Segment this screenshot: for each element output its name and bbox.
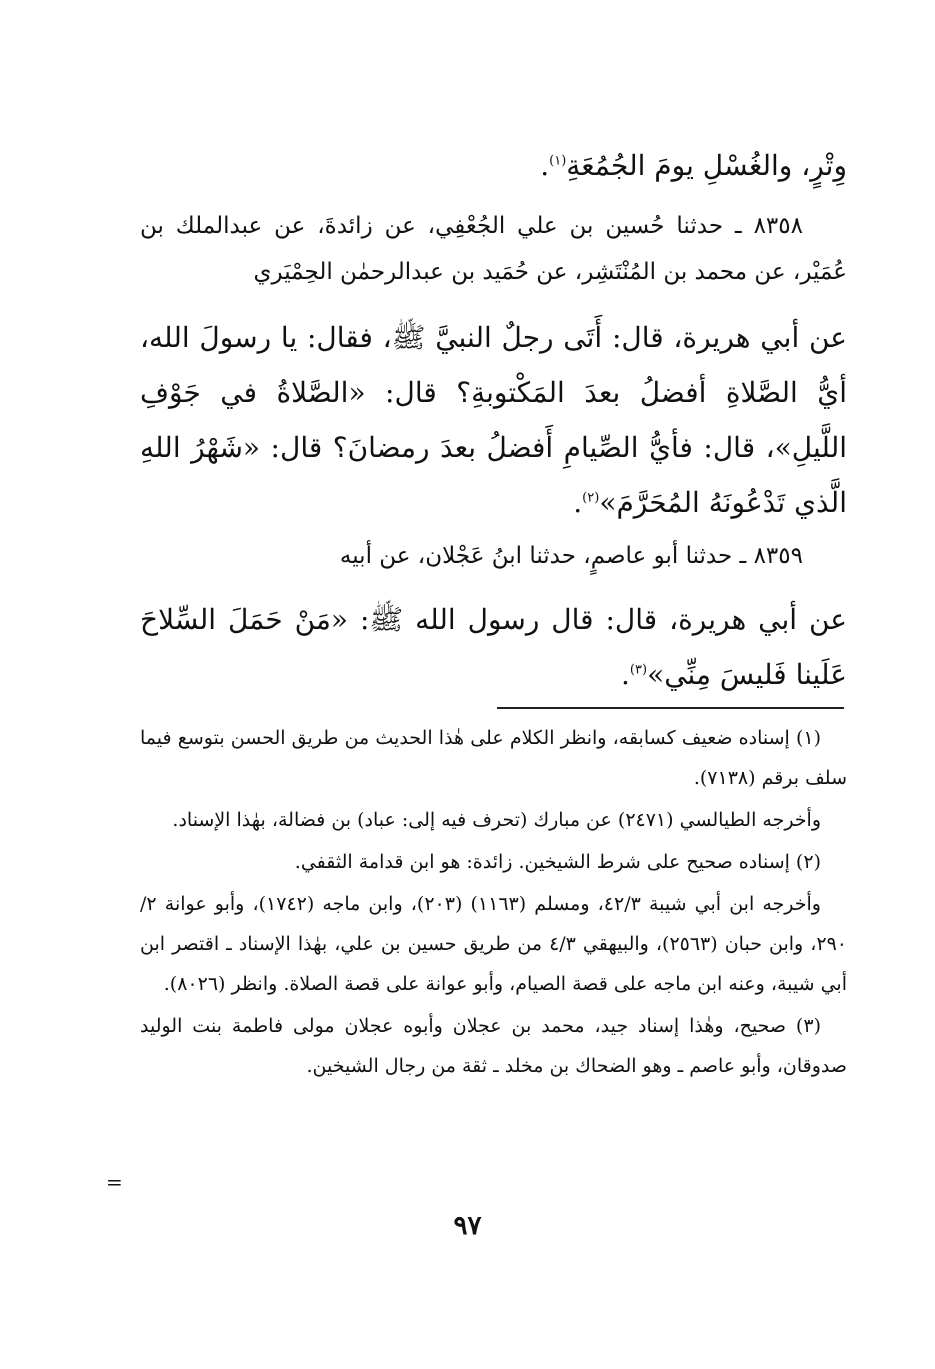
footnote-3: (٣) صحيح، وهٰذا إسناد جيد، محمد بن عجلان وأبوه عجلان مولى فاطمة بنت الوليد صدوقان، وأبو عاصم ـ وهو الضحاك بن مخلد ـ ثقة من رجال الشيخين. — [140, 1015, 847, 1077]
footnote-1-continuation: وأخرجه الطيالسي (٢٤٧١) عن مبارك (تحرف فيه إلى: عباد) بن فضالة، بهٰذا الإسناد. — [172, 809, 821, 831]
hadith-8359-end: . — [621, 658, 630, 691]
hadith-8359-isnad: ٨٣٥٩ ـ حدثنا أبو عاصمٍ، حدثنا ابنُ عَجْلان، عن أبيه — [339, 543, 803, 569]
page-number: ٩٧ — [453, 1211, 482, 1241]
hadith-8358-text: عن أبي هريرة، قال: أَتَى رجلٌ النبيَّ ﷺ، فقال: يا رسولَ الله، أيُّ الصَّلاةِ أفضلُ بعدَ المَكْتوبةِ؟ قال: «الصَّلاةُ في جَوْفِ اللَّيلِ»، قال: فأيُّ الصِّيامِ أَفضلُ بعدَ رمضانَ؟ قال: «شَهْرُ اللهِ الَّذي تَدْعُونَهُ المُحَرَّمَ» — [140, 321, 847, 519]
footnote-separator — [497, 707, 844, 709]
opening-end: . — [540, 149, 550, 182]
footnote-ref-3: (٣) — [629, 662, 648, 678]
footnote-1: (١) إسناده ضعيف كسابقه، وانظر الكلام على هٰذا الحديث من طريق الحسن بتوسع فيما سلف برقم (٧١٣٨). — [140, 727, 847, 789]
hadith-8358-isnad: ٨٣٥٨ ـ حدثنا حُسين بن علي الجُعْفِي، عن زائدةَ، عن عبدالملك بن عُمَيْر، عن محمد بن المُنْتَشِر، عن حُمَيد بن عبدالرحمٰن الحِمْيَري — [140, 213, 847, 285]
hadith-8359-matn — [140, 592, 847, 702]
footnotes-section — [140, 718, 847, 1088]
continuation-mark: = — [106, 1170, 123, 1194]
footnote-ref-1: (١) — [549, 153, 567, 169]
footnote-2: (٢) إسناده صحيح على شرط الشيخين. زائدة: هو ابن قدامة الثقفي. — [294, 851, 821, 873]
opening-line — [140, 138, 847, 193]
footnote-2-continuation: وأخرجه ابن أبي شيبة ٤٢/٣، ومسلم (١١٦٣) (٢٠٣)، وابن ماجه (١٧٤٢)، وأبو عوانة ٢/ ٢٩٠، وابن حبان (٢٥٦٣)، والبيهقي ٤/٣ من طريق حسين بن علي، بهٰذا الإسناد ـ اقتصر ابن أبي شيبة، وعنه ابن ماجه على قصة الصيام، وأبو عوانة على قصة الصلاة. وانظر (٨٠٢٦). — [140, 893, 848, 995]
hadith-8358-matn — [140, 310, 847, 530]
hadith-8358-end: . — [573, 486, 583, 519]
hadith-8359-text: عن أبي هريرة، قال: قال رسول الله ﷺ: «مَنْ حَمَلَ السِّلاحَ عَلَينا فَليسَ مِنِّي» — [140, 603, 847, 691]
opening-text: وِتْرٍ، والغُسْلِ يومَ الجُمُعَةِ — [566, 149, 847, 182]
footnote-ref-2: (٢) — [582, 490, 600, 506]
